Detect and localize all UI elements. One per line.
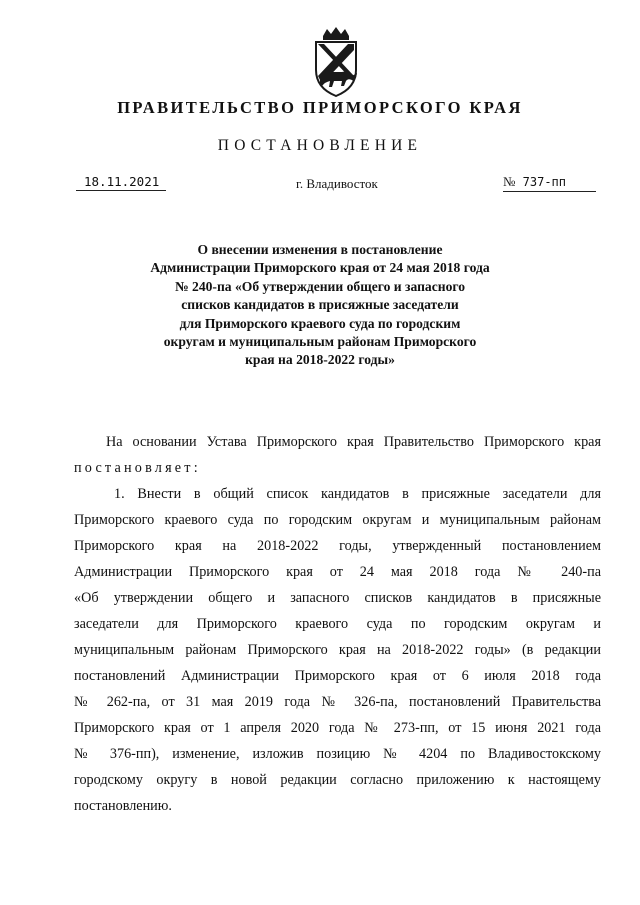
subject-line: Администрации Приморского края от 24 мая 2018 года [150,260,490,276]
subject-line: для Приморского краевого суда по городским [179,315,461,331]
document-body [74,429,601,819]
item-1-line: постановлений Администрации Приморского края от 6 июля 2018 года [74,668,601,684]
subject-line: № 240-па «Об утверждении общего и запасного [174,278,465,294]
item-1-line: городскому округу в новой редакции согласно приложению к настоящему [74,772,601,788]
subject-line: края на 2018-2022 годы» [245,352,395,368]
item-1-line: «Об утверждении общего и запасного списков кандидатов в присяжные [74,590,601,606]
item-1-line: муниципальным районам Приморского края на 2018-2022 годы» (в редакции [74,642,601,658]
intro-paragraph: На основании Устава Приморского края Правительство Приморского края [106,434,601,450]
number-value: 737-пп [522,175,567,189]
item-1-line: постановлению. [74,798,172,814]
subject-line: округам и муниципальным районам Приморского [163,334,477,350]
item-1-line: 1. Внести в общий список кандидатов в присяжные заседатели для [114,486,601,502]
item-1-line: Приморского края от 1 апреля 2020 года № 273-пп, от 15 июня 2021 года [74,720,601,736]
document-city: г. Владивосток [296,176,378,191]
primorsky-krai-coat-of-arms-icon [308,26,364,98]
document-subject [110,241,530,370]
item-1-line: Администрации Приморского края от 24 мая 2018 года № 240-па [74,564,601,580]
government-title: ПРАВИТЕЛЬСТВО ПРИМОРСКОГО КРАЯ [117,98,523,117]
item-1-line: № 262-па, от 31 мая 2019 года № 326-па, постановлений Правительства [74,694,601,710]
resolves-word: постановляет: [74,460,201,476]
subject-line: О внесении изменения в постановление [197,242,443,257]
subject-line: списков кандидатов в присяжные заседатели [181,297,459,313]
item-1-line: № 376-пп), изменение, изложив позицию № 4204 по Владивостокскому [74,746,601,762]
document-date: 18.11.2021 [76,174,166,191]
number-label: № [503,174,516,189]
document-type: ПОСТАНОВЛЕНИЕ [217,137,423,154]
item-1-line: Приморского краевого суда по городским округам и муниципальным районам [74,512,601,528]
item-1-line: Приморского края на 2018-2022 годы, утвержденный постановлением [74,538,601,554]
document-number [503,174,596,192]
item-1-line: заседатели для Приморского краевого суда по городским округам и [74,616,601,632]
